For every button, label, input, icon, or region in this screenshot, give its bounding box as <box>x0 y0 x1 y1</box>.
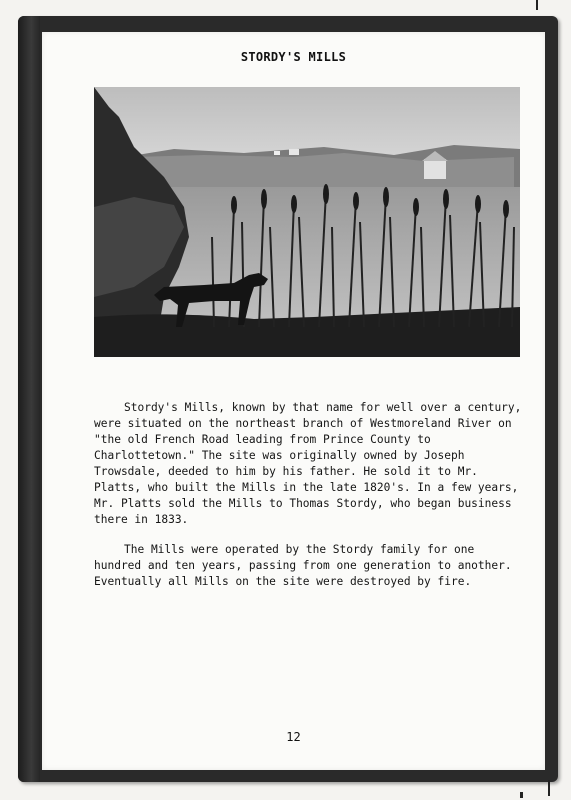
page-number: 12 <box>286 730 301 744</box>
scan-speck <box>520 792 523 798</box>
document-page <box>42 32 545 770</box>
photo-image <box>94 87 520 357</box>
scan-speck <box>548 780 550 796</box>
binder-spine <box>18 16 40 782</box>
photo-pond-landscape <box>94 87 520 357</box>
paragraph-1: Stordy's Mills, known by that name for well over a century, were situated on the northeast branch of Westmoreland River on "the old French Road leading from Prince County to Charlottetown." The site was originally owned by Joseph Trowsdale, deeded to him by his father. He sold it to Mr. Platts, who built the Mills in the late 1820's. In a few years, Mr. Platts sold the Mills to Thomas Stordy, who began business there in 1833. <box>94 401 522 526</box>
page-title: STORDY'S MILLS <box>240 50 347 64</box>
body-text <box>94 400 526 604</box>
scan-speck <box>536 0 538 10</box>
paragraph-2: The Mills were operated by the Stordy family for one hundred and ten years, passing from one generation to another. Eventually all Mills on the site were destroyed by fire. <box>94 543 512 588</box>
